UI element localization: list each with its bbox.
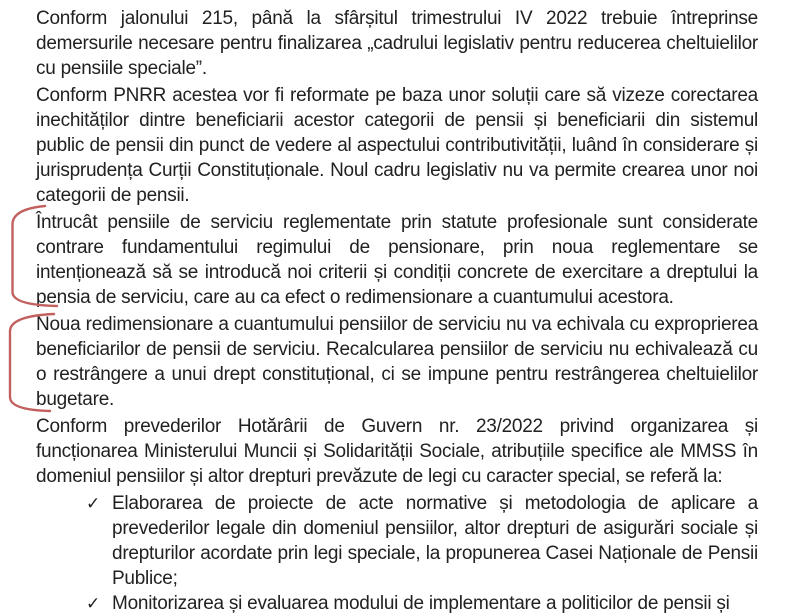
paragraph-5: Conform prevederilor Hotărârii de Guvern nr. 23/2022 privind organizarea și funcționarea Ministerului Muncii și Solidarității Sociale, atribuțiile specifice ale MMSS în domeniul pensiilor și altor drepturi prevăzute de legi cu caracter special, se referă la: [36, 416, 758, 487]
paragraph-3-annotated: Întrucât pensiile de serviciu reglementate prin statute profesionale sunt considerate contrare fundamentului regimului de pensionare, prin noua reglementare se intenționează să se introducă noi criterii și condiții concrete de exercitare a dreptului la pensia de serviciu, care au ca efect o redimensionare a cuantumului acestora. [36, 212, 758, 308]
paragraph-2: Conform PNRR acestea vor fi reformate pe baza unor soluții care să vizeze corectarea inechităților dintre beneficiarii acestor categorii de pensii și beneficiarii din sistemul public de pensii din punct de vedere al aspectului contributivității, luând în considerare și jurisprudența Curții Constituționale. Noul cadru legislativ nu va permite crearea unor noi categorii de pensii. [36, 85, 758, 206]
paragraph-4-annotated: Noua redimensionare a cuantumului pensiilor de serviciu nu va echivala cu exproprierea beneficiarilor de pensii de serviciu. Recalcularea pensiilor de serviciu nu echivalează cu o restrângere a unui drept constituțional, ci se impune pentru restrângerea cheltuielilor bugetare. [36, 314, 758, 410]
bullet-item-text: Elaborarea de proiecte de acte normative și metodologia de aplicare a prevederilor legale din domeniul pensiilor, altor drepturi de asigurări sociale și drepturilor acordate prin legi speciale, la propunerea Casei Naționale de Pensii Publice; [112, 493, 758, 589]
list-item [86, 491, 758, 591]
list-item [86, 591, 758, 616]
check-icon: ✓ [86, 494, 100, 513]
bullet-list [36, 491, 758, 616]
bullet-item-text: Monitorizarea și evaluarea modului de implementare a politicilor de pensii și [112, 593, 730, 614]
paragraph-1: Conform jalonului 215, până la sfârșitul trimestrului IV 2022 trebuie întreprinse demersurile necesare pentru finalizarea „cadrului legislativ pentru reducerea cheltuielilor cu pensiile speciale”. [36, 8, 758, 79]
check-icon: ✓ [86, 594, 100, 613]
